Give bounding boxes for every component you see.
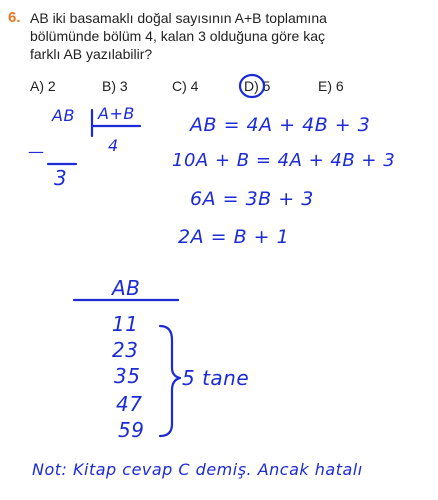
- option-e[interactable]: E) 6: [318, 78, 344, 94]
- question-line: farklı AB yazılabilir?: [30, 46, 153, 62]
- question-line: bölümünde bölüm 4, kalan 3 olduğuna göre kaç: [30, 28, 325, 44]
- count-label: 5 tane: [182, 366, 250, 390]
- equation-1: AB = 4A + 4B + 3: [190, 114, 371, 136]
- equation-3: 6A = 3B + 3: [190, 188, 314, 210]
- equation-2: 10A + B = 4A + 4B + 3: [172, 150, 396, 171]
- division-dividend: AB: [52, 106, 75, 125]
- division-minus-sign: —: [28, 142, 45, 161]
- list-value: 47: [116, 392, 143, 416]
- note-text: Not: Kitap cevap C demiş. Ancak hatalı: [32, 460, 363, 479]
- option-c[interactable]: C) 4: [172, 78, 199, 94]
- list-header: AB: [112, 276, 141, 300]
- question-number: 6.: [8, 9, 21, 26]
- option-a[interactable]: A) 2: [30, 78, 56, 94]
- list-value: 35: [114, 364, 141, 388]
- equation-4: 2A = B + 1: [178, 226, 290, 248]
- list-value: 23: [112, 338, 139, 362]
- list-value: 11: [112, 312, 139, 336]
- division-divisor: A+B: [98, 104, 135, 123]
- option-b[interactable]: B) 3: [102, 78, 128, 94]
- curly-brace: [160, 326, 180, 436]
- option-d[interactable]: D) 5: [244, 78, 271, 94]
- division-quotient: 4: [108, 136, 119, 155]
- division-remainder: 3: [54, 166, 68, 190]
- answer-circle: [240, 75, 264, 97]
- list-value: 59: [118, 418, 145, 442]
- question-line: AB iki basamaklı doğal sayısının A+B toplamına: [30, 10, 327, 26]
